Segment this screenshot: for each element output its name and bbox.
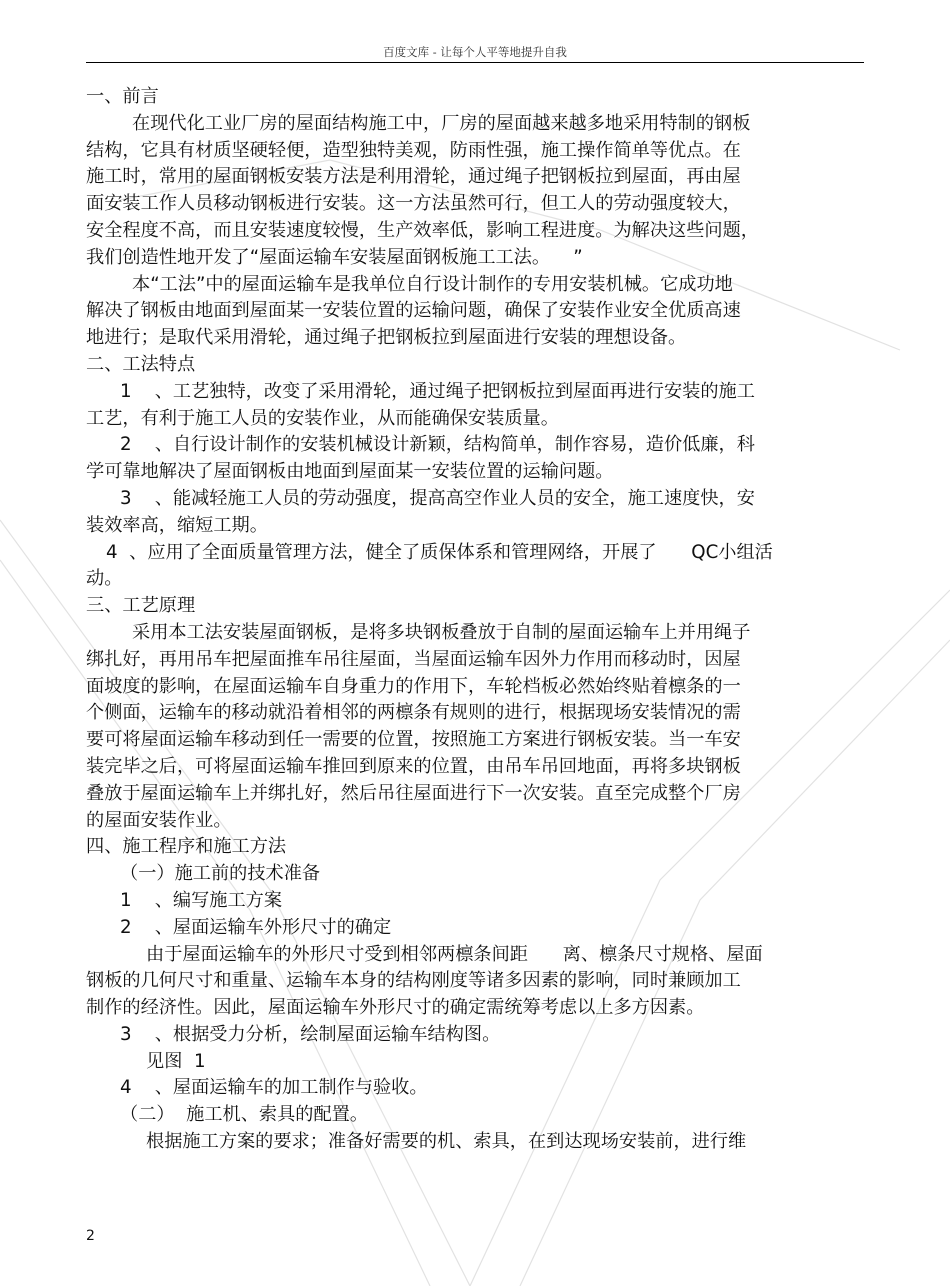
list-item-line: 1 、编写施工方案 <box>120 889 283 911</box>
page-number: 2 <box>86 1228 95 1244</box>
paragraph-line: 地进行；是取代采用滑轮，通过绳子把钢板拉到屋面进行安装的理想设备。 <box>86 327 687 349</box>
subsection-heading: （一）施工前的技术准备 <box>120 863 321 885</box>
paragraph-line: 面安装工作人员移动钢板进行安装。这一方法虽然可行，但工人的劳动强度较大， <box>86 193 741 215</box>
paragraph-line: 采用本工法安装屋面钢板，是将多块钢板叠放于自制的屋面运输车上并用绳子 <box>132 621 751 643</box>
paragraph-line: 根据施工方案的要求；准备好需要的机、索具，在到达现场安装前，进行维 <box>146 1131 747 1153</box>
list-item-line: 1 、工艺独特，改变了采用滑轮，通过绳子把钢板拉到屋面再进行安装的施工 <box>120 380 755 402</box>
paragraph-line: 绑扎好，再用吊车把屋面推车吊往屋面，当屋面运输车因外力作用而移动时，因屋 <box>86 648 741 670</box>
paragraph-line: 钢板的几何尺寸和重量、运输车本身的结构刚度等诸多因素的影响，同时兼顾加工 <box>86 970 741 992</box>
paragraph-line: 施工时，常用的屋面钢板安装方法是利用滑轮，通过绳子把钢板拉到屋面，再由屋 <box>86 166 741 188</box>
paragraph-line: 安全程度不高，而且安装速度较慢，生产效率低，影响工程进度。为解决这些问题， <box>86 219 759 241</box>
subsection-heading: （二） 施工机、索具的配置。 <box>120 1104 369 1126</box>
list-item-line: 3 、能减轻施工人员的劳动强度，提高高空作业人员的安全，施工速度快，安 <box>120 487 755 509</box>
page-header: 百度文库 - 让每个人平等地提升自我 <box>383 45 567 59</box>
list-item-line: 4 、屋面运输车的加工制作与验收。 <box>120 1077 428 1099</box>
document-body <box>86 84 866 1156</box>
section-heading-procedure: 四、施工程序和施工方法 <box>86 836 287 858</box>
figure-reference: 见图 1 <box>146 1050 206 1072</box>
paragraph-line: 装完毕之后，可将屋面运输车推回到原来的位置，由吊车吊回地面，再将多块钢板 <box>86 755 741 777</box>
section-heading-principle: 三、工艺原理 <box>86 595 196 617</box>
list-item-line: 2 、屋面运输车外形尺寸的确定 <box>120 916 392 938</box>
paragraph-line: 个侧面，运输车的移动就沿着相邻的两檩条有规则的进行，根据现场安装情况的需 <box>86 702 741 724</box>
paragraph-line: 学可靠地解决了屋面钢板由地面到屋面某一安装位置的运输问题。 <box>86 461 614 483</box>
paragraph-line: 在现代化工业厂房的屋面结构施工中，厂房的屋面越来越多地采用特制的钢板 <box>132 112 751 134</box>
list-item-line: 2 、自行设计制作的安装机械设计新颖，结构简单，制作容易，造价低廉，科 <box>120 434 755 456</box>
paragraph-line: 装效率高，缩短工期。 <box>86 514 268 536</box>
section-heading-features: 二、工法特点 <box>86 353 196 375</box>
paragraph-line: 本“工法”中的屋面运输车是我单位自行设计制作的专用安装机械。它成功地 <box>132 273 733 295</box>
paragraph-line: 叠放于屋面运输车上并绑扎好，然后吊往屋面进行下一次安装。直至完成整个厂房 <box>86 782 741 804</box>
paragraph-line: 的屋面安装作业。 <box>86 809 232 831</box>
paragraph-line: 由于屋面运输车的外形尺寸受到相邻两檩条间距 离、檩条尺寸规格、屋面 <box>146 943 763 965</box>
paragraph-line: 工艺，有利于施工人员的安装作业，从而能确保安装质量。 <box>86 407 559 429</box>
list-item-line: 4 、应用了全面质量管理方法，健全了质保体系和管理网络，开展了 QC小组活 <box>106 541 773 563</box>
paragraph-line: 动。 <box>86 568 123 590</box>
list-item-line: 3 、根据受力分析，绘制屋面运输车结构图。 <box>120 1023 501 1045</box>
paragraph-line: 我们创造性地开发了“屋面运输车安装屋面钢板施工工法。 ” <box>86 246 583 268</box>
paragraph-line: 结构，它具有材质坚硬轻便，造型独特美观，防雨性强，施工操作简单等优点。在 <box>86 139 741 161</box>
paragraph-line: 制作的经济性。因此，屋面运输车外形尺寸的确定需统筹考虑以上多方因素。 <box>86 997 705 1019</box>
paragraph-line: 解决了钢板由地面到屋面某一安装位置的运输问题，确保了安装作业安全优质高速 <box>86 300 741 322</box>
section-heading-preface: 一、前言 <box>86 86 159 107</box>
header-divider <box>86 62 864 63</box>
paragraph-line: 要可将屋面运输车移动到任一需要的位置，按照施工方案进行钢板安装。当一车安 <box>86 729 741 751</box>
paragraph-line: 面坡度的影响，在屋面运输车自身重力的作用下，车轮档板必然始终贴着檩条的一 <box>86 675 741 697</box>
